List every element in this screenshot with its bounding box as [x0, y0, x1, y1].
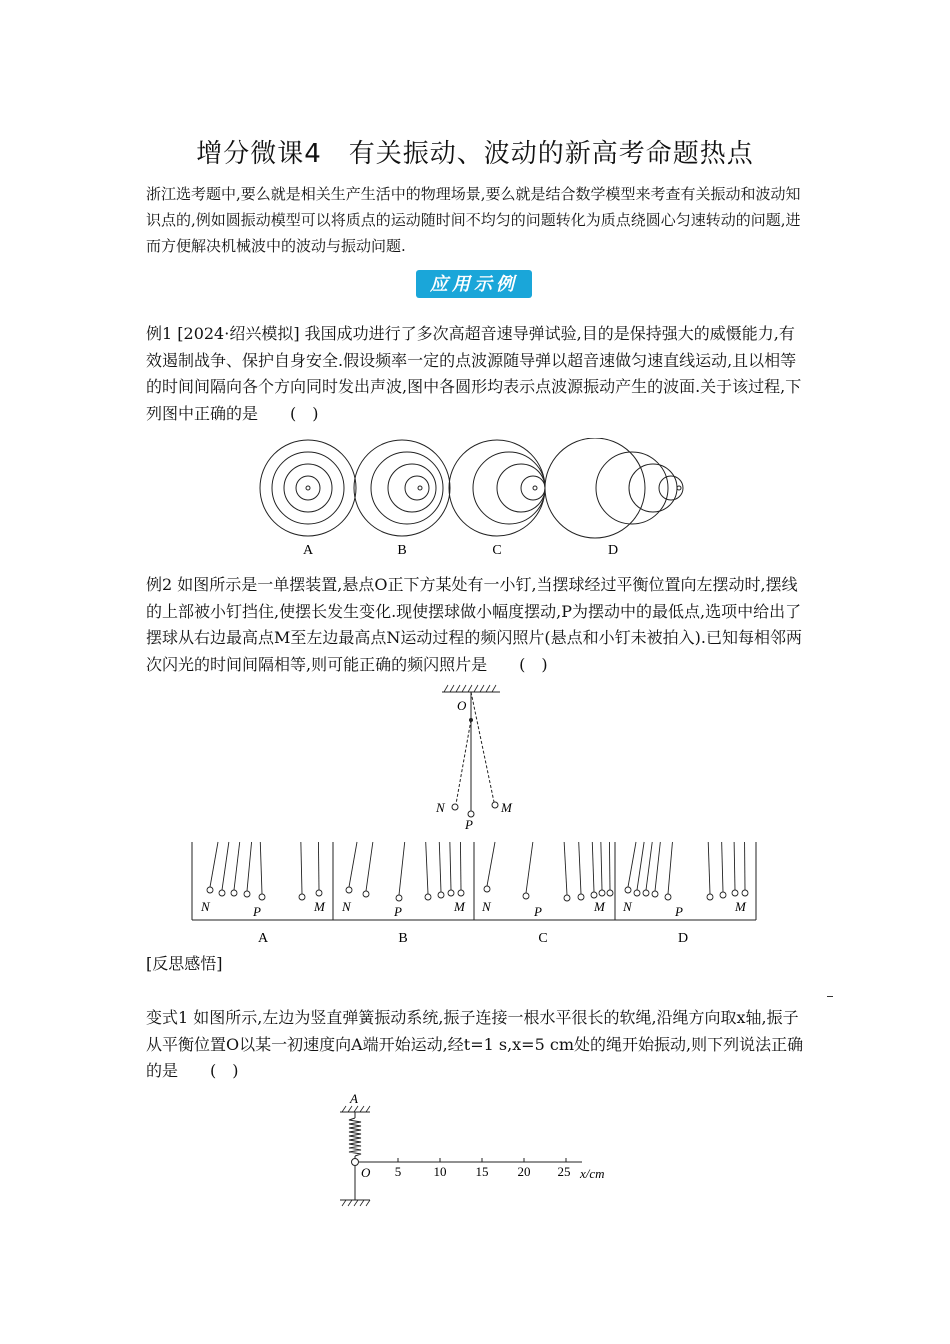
- strobe-label-m: M: [735, 899, 746, 914]
- example2-text: 例2 如图所示是一单摆装置,悬点O正下方某处有一小钉,当摆球经过平衡位置向左摆动时,摆线的上部被小钉挡住,使摆长发生变化.现使摆球做小幅度摆动,P为摆动中的最低点,选项中给出了摆球从右边最高点M至左边最高点N运动过程的频闪照片(悬点和小钉未被拍入).已知每相邻两次闪光的时间间隔相等,则可能正确的频闪照片是 ( ): [146, 575, 802, 674]
- tick-label: 20: [517, 1164, 531, 1179]
- option-b-diagram: [354, 440, 450, 536]
- strobe-ball: [458, 890, 464, 896]
- option-c-diagram: [449, 440, 545, 536]
- strobe-ball: [438, 892, 444, 898]
- option-d-diagram: [545, 438, 683, 538]
- strobe-ball: [564, 895, 570, 901]
- strobe-string: [487, 842, 495, 886]
- option-label: C: [492, 543, 502, 558]
- label-o: O: [457, 698, 467, 713]
- strobe-string: [592, 842, 594, 892]
- strobe-string: [601, 842, 602, 890]
- strobe-ball: [643, 890, 649, 896]
- strobe-ball: [732, 890, 738, 896]
- section-badge-label: 应用示例: [430, 274, 518, 294]
- strobe-ball: [448, 890, 454, 896]
- strobe-string: [460, 842, 461, 890]
- strobe-ball: [244, 891, 250, 897]
- strobe-string: [349, 842, 357, 887]
- strobe-ball: [316, 890, 322, 896]
- strobe-ball: [299, 894, 305, 900]
- strobe-string: [646, 842, 652, 890]
- option-label: A: [302, 543, 314, 558]
- strobe-ball: [599, 890, 605, 896]
- strobe-string: [734, 842, 735, 890]
- label-o: O: [361, 1165, 371, 1180]
- strobe-string: [301, 842, 302, 894]
- strobe-ball: [625, 887, 631, 893]
- strobe-string: [234, 842, 240, 890]
- strobe-string: [399, 842, 405, 895]
- strobe-ball: [652, 891, 658, 897]
- label-n: N: [436, 800, 445, 815]
- strobe-ball: [425, 894, 431, 900]
- strobe-label-p: P: [253, 904, 261, 919]
- strobe-ball: [346, 887, 352, 893]
- option-label: C: [538, 931, 548, 946]
- strobe-string: [426, 842, 428, 894]
- option-label: B: [398, 931, 408, 946]
- wavefront-figure: [255, 438, 695, 563]
- strobe-string: [318, 842, 319, 890]
- strobe-ball: [484, 886, 490, 892]
- strobe-options-figure: [190, 840, 760, 948]
- strobe-label-p: P: [675, 904, 683, 919]
- strobe-label-n: N: [201, 899, 210, 914]
- strobe-string: [366, 842, 373, 891]
- option-label: B: [397, 543, 407, 558]
- strobe-label-m: M: [594, 899, 605, 914]
- strobe-ball: [634, 890, 640, 896]
- strobe-string: [708, 842, 710, 894]
- strobe-label-n: N: [482, 899, 491, 914]
- page-title: 增分微课4 有关振动、波动的新高考命题热点: [196, 139, 754, 169]
- pendulum-figure: [420, 684, 530, 832]
- strobe-string: [222, 842, 229, 890]
- strobe-ball: [523, 893, 529, 899]
- strobe-ball: [591, 892, 597, 898]
- strobe-ball: [259, 894, 265, 900]
- option-label: A: [257, 931, 269, 946]
- strobe-string: [655, 842, 660, 891]
- strobe-string: [564, 842, 567, 895]
- strobe-ball: [707, 894, 713, 900]
- example1-text: 例1 [2024·绍兴模拟] 我国成功进行了多次高超音速导弹试验,目的是保持强大的威慑能力,有效遏制战争、保护自身安全.假设频率一定的点波源随导弹以超音速做匀速直线运动,且以相等的时间间隔向各个方向同时发出声波,图中各圆形均表示点波源振动产生的波面.关于该过程,下列图中正确的是 ( ): [146, 324, 802, 423]
- strobe-ball: [720, 892, 726, 898]
- tick-label: 15: [475, 1164, 489, 1179]
- strobe-string: [628, 842, 636, 887]
- option-a-diagram: [260, 440, 356, 536]
- variant1-text: 变式1 如图所示,左边为竖直弹簧振动系统,振子连接一根水平很长的软绳,沿绳方向取x轴,振子从平衡位置O以某一初速度向A端开始运动,经t=1 s,x=5 cm处的绳开始振动,则下列说法正确的是 ( ): [146, 1008, 804, 1080]
- strobe-ball: [219, 890, 225, 896]
- option-label: D: [677, 931, 689, 946]
- margin-mark: [827, 996, 833, 997]
- strobe-ball: [665, 894, 671, 900]
- intro-paragraph: 浙江选考题中,要么就是相关生产生活中的物理场景,要么就是结合数学模型来考查有关振动和波动知识点的,例如圆振动模型可以将质点的运动随时间不均匀的问题转化为质点绕圆心匀速转动的问题,进而方便解决机械波中的波动与振动问题.: [146, 185, 801, 255]
- strobe-ball: [396, 895, 402, 901]
- strobe-ball: [607, 890, 613, 896]
- label-p: P: [465, 817, 473, 832]
- strobe-string: [609, 842, 610, 890]
- strobe-ball: [231, 890, 237, 896]
- strobe-string: [637, 842, 644, 890]
- strobe-ball: [742, 890, 748, 896]
- strobe-label-p: P: [534, 904, 542, 919]
- strobe-label-p: P: [394, 904, 402, 919]
- strobe-string: [210, 842, 218, 887]
- strobe-string: [668, 842, 672, 894]
- tick-label: 10: [433, 1164, 447, 1179]
- strobe-string: [450, 842, 451, 890]
- strobe-label-n: N: [342, 899, 351, 914]
- strobe-string: [247, 842, 252, 891]
- strobe-ball: [207, 887, 213, 893]
- strobe-label-m: M: [454, 899, 465, 914]
- strobe-label-m: M: [314, 899, 325, 914]
- tick-label: 5: [394, 1164, 402, 1179]
- strobe-ball: [578, 894, 584, 900]
- strobe-string: [579, 842, 581, 894]
- axis-label: x/cm: [580, 1166, 605, 1181]
- spring-rope-figure: [330, 1090, 630, 1208]
- strobe-string: [260, 842, 262, 894]
- strobe-string: [722, 842, 723, 892]
- strobe-string: [439, 842, 441, 892]
- strobe-label-n: N: [623, 899, 632, 914]
- option-label: D: [607, 543, 619, 558]
- strobe-ball: [363, 891, 369, 897]
- label-m: M: [501, 800, 512, 815]
- label-a: A: [350, 1091, 358, 1106]
- strobe-string: [526, 842, 533, 893]
- section-badge: [416, 270, 532, 298]
- reflection-label: [反思感悟]: [146, 954, 223, 973]
- tick-label: 25: [557, 1164, 571, 1179]
